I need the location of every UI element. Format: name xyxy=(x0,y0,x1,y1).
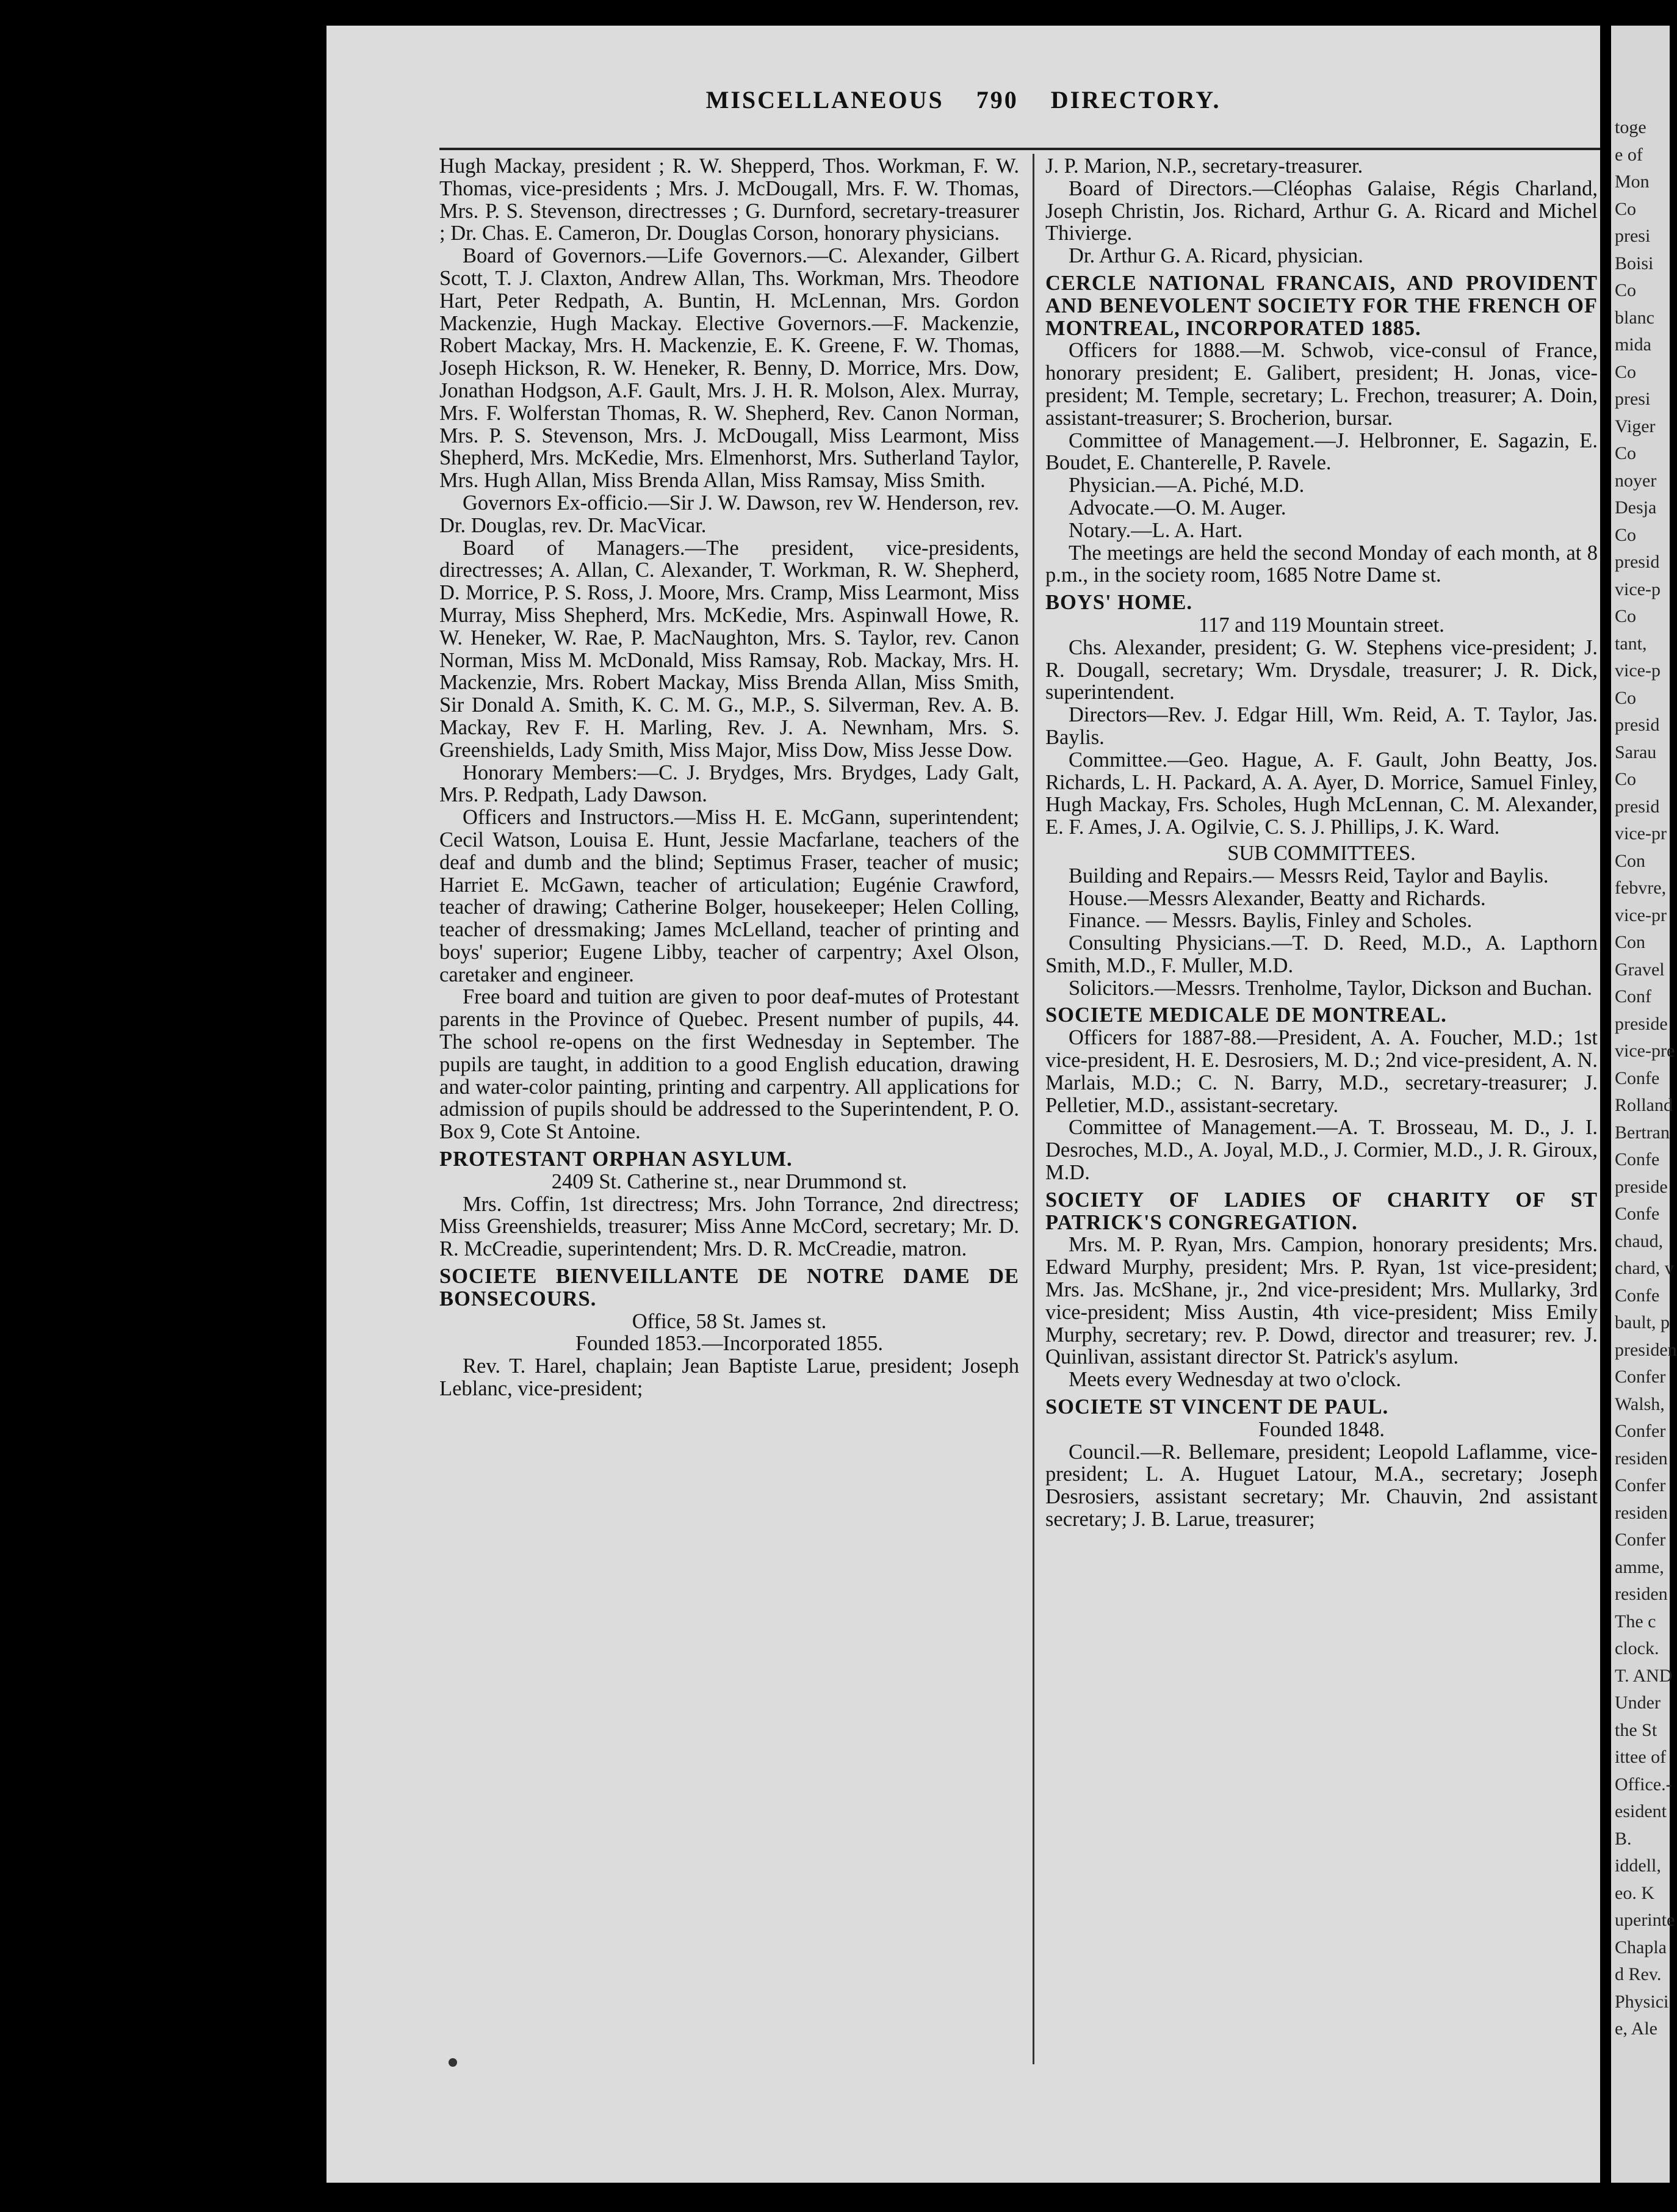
fragment-line: e, Ale xyxy=(1615,2019,1657,2039)
paragraph: Directors—Rev. J. Edgar Hill, Wm. Reid, A. T. Taylor, Jas. Baylis. xyxy=(1045,703,1598,749)
paragraph: Officers for 1888.—M. Schwob, vice-consul of France, honorary president; E. Galibert, president; H. Jonas, vice-president; M. Temple, secretary; L. Frechon, treasurer; A. Doin, assistant-treasurer; S. Brocherion, bursar. xyxy=(1045,339,1598,430)
fragment-line: febvre, xyxy=(1615,878,1667,898)
paragraph: Mrs. Coffin, 1st directress; Mrs. John Torrance, 2nd directress; Miss Greenshields, treasurer; Miss Anne McCord, secretary; Mr. D. R. McCreadie, superintendent; Mrs. D. R. McCreadie, matron. xyxy=(439,1192,1019,1261)
paragraph: Officers and Instructors.—Miss H. E. McGann, superintendent; Cecil Watson, Louisa E. Hunt, Jessie Macfarlane, teachers of the deaf and dumb and the blind; Septimus Fraser, teacher of music; Harriet E. McGawn, teacher of articulation; Eugénie Crawford, teacher of drawing; Catherine Bolger, housekeeper; Helen Colling, teacher of dressmaking; James McLelland, teacher of printing and boys' superior; Eugene Libby, teacher of carpentry; Axel Olson, caretaker and engineer. xyxy=(439,806,1019,986)
fragment-line: Office.- xyxy=(1615,1774,1672,1795)
fragment-line: amme, xyxy=(1615,1556,1664,1577)
paragraph: Rev. T. Harel, chaplain; Jean Baptiste Larue, president; Joseph Leblanc, vice-president; xyxy=(439,1354,1019,1401)
fragment-line: Co xyxy=(1615,769,1637,789)
fragment-line: d Rev. xyxy=(1615,1964,1662,1984)
fragment-line: Boisi xyxy=(1615,253,1654,273)
fragment-line: Confer xyxy=(1615,1367,1666,1387)
paragraph: Finance. — Messrs. Baylis, Finley and Scholes. xyxy=(1069,909,1473,933)
fragment-line: vice-p xyxy=(1615,660,1661,681)
fragment-line: eo. K xyxy=(1615,1882,1654,1903)
fragment-line: iddell, xyxy=(1615,1856,1661,1876)
paragraph: Dr. Arthur G. A. Ricard, physician. xyxy=(1069,244,1363,268)
paragraph: Consulting Physicians.—T. D. Reed, M.D., A. Lapthorn Smith, M.D., F. Muller, M.D. xyxy=(1045,931,1598,977)
fragment-line: Physici xyxy=(1615,1991,1669,2012)
fragment-line: Mon xyxy=(1615,172,1650,192)
fragment-line: presi xyxy=(1615,389,1651,409)
fragment-line: Co xyxy=(1615,198,1637,219)
paragraph: Advocate.—O. M. Auger. xyxy=(1069,496,1286,519)
paragraph: Board of Governors.—Life Governors.—C. Alexander, Gilbert Scott, T. J. Claxton, Andrew Allan, Ths. Workman, Mrs. Theodore Hart, Peter Redpath, A. Buntin, H. McLennan, Mrs. Gordon Mackenzie, Hugh Mackay. Elective Governors.—F. Mackenzie, Robert Mackay, Mrs. H. Mackenzie, E. K. Greene, F. W. Thomas, Joseph Hickson, R. W. Heneker, R. Benny, D. Morrice, Mrs. Dow, Jonathan Hodgson, A.F. Gault, Mrs. J. H. R. Molson, Alex. Murray, Mrs. F. Wolferstan Thomas, R. W. Shepherd, Rev. Canon Norman, Mrs. P. S. Stevenson, Mrs. J. McDougall, Miss Learmont, Miss Shepherd, Mrs. McKedie, Mrs. Elmenhorst, Mrs. Sutherland Taylor, Mrs. Hugh Allan, Miss Brenda Allan, Miss Ramsay, Miss Smith. xyxy=(439,244,1019,493)
fragment-line: Confe xyxy=(1615,1149,1660,1169)
fragment-line: Viger xyxy=(1615,416,1656,436)
centered-line: Founded 1848. xyxy=(1258,1417,1385,1441)
fragment-line: uperinte xyxy=(1615,1910,1675,1930)
paragraph: Council.—R. Bellemare, president; Leopold Laflamme, vice-president; L. A. Huguet Latour, M.A., secretary; Joseph Desrosiers, assistant secretary; Mr. Chauvin, 2nd assistant secretary; J. B. Larue, treasurer; xyxy=(1045,1440,1598,1531)
adjacent-page-strip xyxy=(1611,26,1677,2183)
fragment-line: Under xyxy=(1615,1693,1661,1713)
fragment-line: esident xyxy=(1615,1801,1667,1821)
fragment-line: clock. xyxy=(1615,1638,1659,1658)
fragment-line: Confer xyxy=(1615,1421,1666,1441)
folio-dot xyxy=(449,2058,457,2067)
fragment-line: presid xyxy=(1615,796,1660,817)
section-heading: SOCIETY OF LADIES OF CHARITY OF ST PATRICK'S CONGREGATION. xyxy=(1045,1188,1598,1234)
section-heading: CERCLE NATIONAL FRANCAIS, AND PROVIDENT AND BENEVOLENT SOCIETY FOR THE FRENCH OF MONTREAL, INCORPORATED 1885. xyxy=(1045,271,1598,340)
fragment-line: the St xyxy=(1615,1719,1657,1740)
paragraph: Notary.—L. A. Hart. xyxy=(1069,518,1243,542)
centered-line: 117 and 119 Mountain street. xyxy=(1199,613,1444,637)
section-heading: SOCIETE MEDICALE DE MONTREAL. xyxy=(1045,1003,1447,1027)
paragraph: Board of Managers.—The president, vice-presidents, directresses; A. Allan, C. Alexander, T. Workman, R. W. Shepherd, D. Morrice, P. S. Ross, J. Moore, Mrs. Cramp, Miss Learmont, Miss Murray, Miss Shepherd, Mrs. McKedie, Mrs. Aspinwall Howe, R. W. Heneker, W. Rae, P. MacNaughton, Mrs. S. Taylor, rev. Canon Norman, Miss M. McDonald, Miss Ramsay, Rob. Mackay, Mrs. H. Mackenzie, Mrs. Robert Mackay, Miss Brenda Allan, Miss Smith, Sir Donald A. Smith, K. C. M. G., M.P., S. Silverman, Rev. A. B. Mackay, Rev F. H. Marling, Rev. J. A. Newnham, Mrs. S. Greenshields, Lady Smith, Miss Major, Miss Dow, Miss Jesse Dow. xyxy=(439,536,1019,762)
fragment-line: presi xyxy=(1615,226,1651,246)
fragment-line: chaud, xyxy=(1615,1231,1664,1251)
fragment-line: preside xyxy=(1615,1013,1668,1034)
fragment-line: Co xyxy=(1615,443,1637,463)
fragment-line: residen xyxy=(1615,1448,1668,1469)
fragment-line: vice-p xyxy=(1615,579,1661,599)
fragment-line: Sarau xyxy=(1615,742,1657,762)
fragment-line: Confe xyxy=(1615,1204,1660,1224)
paragraph: Meets every Wednesday at two o'clock. xyxy=(1069,1368,1402,1392)
fragment-line: e of xyxy=(1615,144,1643,165)
header-left: MISCELLANEOUS xyxy=(705,86,944,114)
paragraph: The meetings are held the second Monday of each month, at 8 p.m., in the society room, 1685 Notre Dame st. xyxy=(1045,541,1598,587)
paragraph: Physician.—A. Piché, M.D. xyxy=(1069,474,1305,497)
fragment-line: vice-pr xyxy=(1615,823,1667,844)
fragment-line: blanc xyxy=(1615,307,1654,328)
paragraph: Hugh Mackay, president ; R. W. Shepperd, Thos. Workman, F. W. Thomas, vice-presidents ; Mrs. J. McDougall, Mrs. F. W. Thomas, Mrs. P. S. Stevenson, directresses ; G. Durnford, secretary-treasurer ; Dr. Chas. E. Cameron, Dr. Douglas Corson, honorary physicians. xyxy=(439,154,1019,245)
paragraph: Committee of Management.—J. Helbronner, E. Sagazin, E. Boudet, E. Chanterelle, P. Ravele. xyxy=(1045,428,1598,475)
page-number: 790 xyxy=(976,86,1019,114)
paragraph: Chs. Alexander, president; G. W. Stephens vice-president; J. R. Dougall, secretary; Wm. Drysdale, treasurer; J. R. Dick, superintendent. xyxy=(1045,635,1598,704)
paragraph: Honorary Members:—C. J. Brydges, Mrs. Brydges, Lady Galt, Mrs. P. Redpath, Lady Dawson. xyxy=(439,761,1019,807)
fragment-line: B. xyxy=(1615,1828,1632,1849)
fragment-line: Co xyxy=(1615,606,1637,626)
left-column xyxy=(439,155,1019,1400)
column-divider xyxy=(1033,154,1034,2064)
paragraph: Free board and tuition are given to poor deaf-mutes of Protestant parents in the Province of Quebec. Present number of pupils, 44. The school re-opens on the first Wednesday in September. The pupils are taught, in addition to a good English education, drawing and water-color painting, printing and carpentry. All applications for admission of pupils should be addressed to the Superintendent, P. O. Box 9, Cote St Antoine. xyxy=(439,985,1019,1144)
section-heading: PROTESTANT ORPHAN ASYLUM. xyxy=(439,1148,793,1171)
fragment-line: Co xyxy=(1615,524,1637,545)
fragment-line: Co xyxy=(1615,280,1637,300)
fragment-line: Chapla xyxy=(1615,1937,1667,1957)
section-heading: SOCIETE BIENVEILLANTE DE NOTRE DAME DE BONSECOURS. xyxy=(439,1265,1019,1310)
fragment-line: The c xyxy=(1615,1611,1656,1632)
fragment-line: Bertran xyxy=(1615,1122,1670,1143)
fragment-line: presiden xyxy=(1615,1339,1677,1360)
centered-line: Founded 1853.—Incorporated 1855. xyxy=(575,1332,883,1356)
directory-page xyxy=(326,26,1600,2183)
fragment-line: Confe xyxy=(1615,1068,1660,1088)
fragment-line: T. AND xyxy=(1615,1665,1673,1686)
paragraph: Building and Repairs.— Messrs Reid, Taylor and Baylis. xyxy=(1069,864,1549,887)
paragraph: Board of Directors.—Cléophas Galaise, Régis Charland, Joseph Christin, Jos. Richard, Arthur G. A. Ricard and Michel Thivierge. xyxy=(1045,176,1598,245)
right-column xyxy=(1045,155,1598,1531)
centered-line: 2409 St. Catherine st., near Drummond st. xyxy=(551,1169,907,1193)
fragment-line: bault, p xyxy=(1615,1312,1670,1332)
centered-line: SUB COMMITTEES. xyxy=(1227,841,1416,865)
paragraph: Committee.—Geo. Hague, A. F. Gault, John Beatty, Jos. Richards, L. H. Packard, A. A. Ayer, D. Morrice, Samuel Finley, Hugh Mackay, Frs. Scholes, Hugh McLennan, C. M. Alexander, E. F. Ames, J. A. Ogilvie, C. S. J. Phillips, J. K. Ward. xyxy=(1045,748,1598,839)
header-rule xyxy=(439,148,1600,150)
header-right: DIRECTORY. xyxy=(1050,86,1221,114)
fragment-line: Desja xyxy=(1615,497,1657,518)
fragment-line: Co xyxy=(1615,361,1637,382)
section-heading: BOYS' HOME. xyxy=(1045,591,1193,615)
fragment-line: Co xyxy=(1615,687,1637,708)
fragment-line: presid xyxy=(1615,552,1660,572)
fragment-line: residen xyxy=(1615,1502,1668,1523)
fragment-line: chard, v xyxy=(1615,1258,1674,1278)
fragment-line: Confer xyxy=(1615,1475,1666,1495)
section-heading: SOCIETE ST VINCENT DE PAUL. xyxy=(1045,1395,1389,1419)
fragment-line: vice-pr xyxy=(1615,905,1667,925)
fragment-line: Con xyxy=(1615,932,1646,952)
fragment-line: toge xyxy=(1615,117,1646,137)
fragment-line: vice-pre xyxy=(1615,1041,1675,1061)
fragment-line: preside xyxy=(1615,1176,1668,1197)
paragraph: J. P. Marion, N.P., secretary-treasurer. xyxy=(1045,154,1363,178)
centered-line: Office, 58 St. James st. xyxy=(632,1309,827,1333)
fragment-line: noyer xyxy=(1615,470,1657,491)
fragment-line: residen xyxy=(1615,1584,1668,1604)
paragraph: House.—Messrs Alexander, Beatty and Richards. xyxy=(1069,886,1486,910)
fragment-line: Confer xyxy=(1615,1530,1666,1550)
fragment-line: mida xyxy=(1615,334,1651,355)
paragraph: Mrs. M. P. Ryan, Mrs. Campion, honorary presidents; Mrs. Edward Murphy, president; Mrs. P. Ryan, 1st vice-president; Mrs. Jas. McShane, jr., 2nd vice-president; Mrs. Mullarky, 3rd vice-president; Miss Austin, 4th vice-president; Miss Emily Murphy, secretary; rev. P. Dowd, director and treasurer; rev. J. Quinlivan, assistant director St. Patrick's asylum. xyxy=(1045,1233,1598,1369)
paragraph: Solicitors.—Messrs. Trenholme, Taylor, Dickson and Buchan. xyxy=(1069,976,1593,1000)
paragraph: Officers for 1887-88.—President, A. A. Foucher, M.D.; 1st vice-president, H. E. Desrosiers, M. D.; 2nd vice-president, A. N. Marlais, M.D.; C. N. Barry, M.D., secretary-treasurer; J. Pelletier, M.D., assistant-secretary. xyxy=(1045,1026,1598,1117)
fragment-line: Rolland xyxy=(1615,1095,1673,1115)
fragment-line: Gravel xyxy=(1615,959,1665,980)
paragraph: Committee of Management.—A. T. Brosseau, M. D., J. I. Desroches, M.D., A. Joyal, M.D., J. Cormier, M.D., J. R. Giroux, M.D. xyxy=(1045,1116,1598,1185)
paragraph: Governors Ex-officio.—Sir J. W. Dawson, rev W. Henderson, rev. Dr. Douglas, rev. Dr. MacVicar. xyxy=(439,491,1019,537)
fragment-line: tant, xyxy=(1615,633,1647,654)
fragment-line: ittee of xyxy=(1615,1747,1667,1767)
page-header xyxy=(326,85,1600,128)
fragment-line: Conf xyxy=(1615,986,1651,1007)
fragment-line: Confe xyxy=(1615,1285,1660,1306)
fragment-line: Walsh, xyxy=(1615,1393,1665,1414)
fragment-line: presid xyxy=(1615,715,1660,735)
fragment-line: Con xyxy=(1615,850,1646,871)
